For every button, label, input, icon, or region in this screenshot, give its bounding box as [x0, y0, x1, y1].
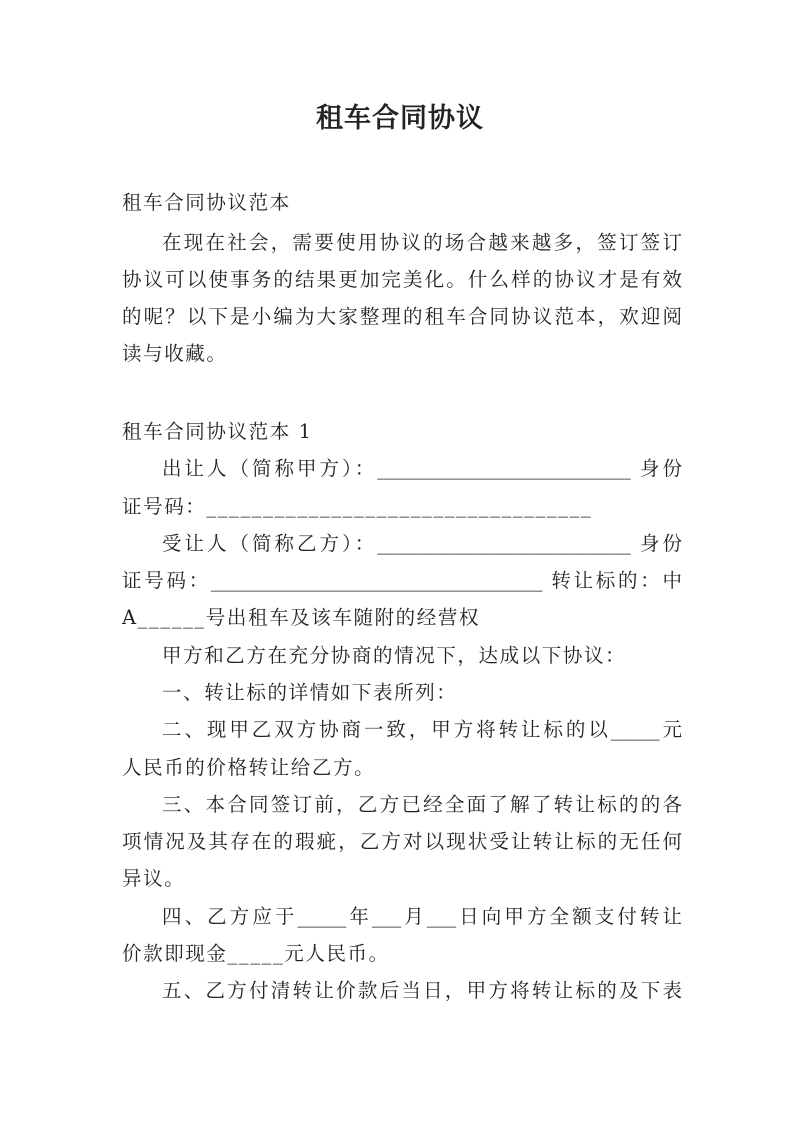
intro-line-4: 读与收藏。 [122, 342, 228, 365]
clause-line: 受让人（简称乙方）：__________________________ 身份 [162, 532, 682, 555]
clause-line: 出让人（简称甲方）：__________________________ 身份 [162, 457, 682, 480]
clause-line: 价款即现金_____元人民币。 [122, 942, 390, 965]
clause-line: 证号码：__________________________________ [122, 495, 593, 518]
clause-line: 五、乙方付清转让价款后当日，甲方将转让标的及下表 [162, 979, 682, 1002]
clause-line: 证号码：__________________________________ 转让标的：中 [122, 569, 682, 592]
document-title: 租车合同协议 [316, 103, 484, 134]
section-heading: 租车合同协议范本 1 [122, 420, 313, 443]
clause-line: 甲方和乙方在充分协商的情况下，达成以下协议： [162, 644, 627, 667]
clause-line: 四、乙方应于_____年___月___日向甲方全额支付转让 [162, 905, 682, 928]
intro-line-3: 的呢？以下是小编为大家整理的租车合同协议范本，欢迎阅 [122, 305, 682, 328]
clause-line: 异议。 [122, 867, 186, 890]
clause-line: 人民币的价格转让给乙方。 [122, 756, 376, 779]
intro-line-2: 协议可以使事务的结果更加完美化。什么样的协议才是有效 [122, 268, 682, 291]
clause-line: 一、转让标的详情如下表所列： [162, 681, 458, 704]
clause-line: 二、现甲乙双方协商一致，甲方将转让标的以_____元 [162, 718, 682, 741]
intro-line-1: 在现在社会，需要使用协议的场合越来越多，签订签订 [162, 231, 682, 254]
clause-line: A______号出租车及该车随附的经营权 [122, 606, 481, 629]
clause-line: 三、本合同签订前，乙方已经全面了解了转让标的的各 [162, 793, 682, 816]
template-heading: 租车合同协议范本 [122, 191, 291, 214]
clause-line: 项情况及其存在的瑕疵，乙方对以现状受让转让标的无任何 [122, 830, 682, 853]
